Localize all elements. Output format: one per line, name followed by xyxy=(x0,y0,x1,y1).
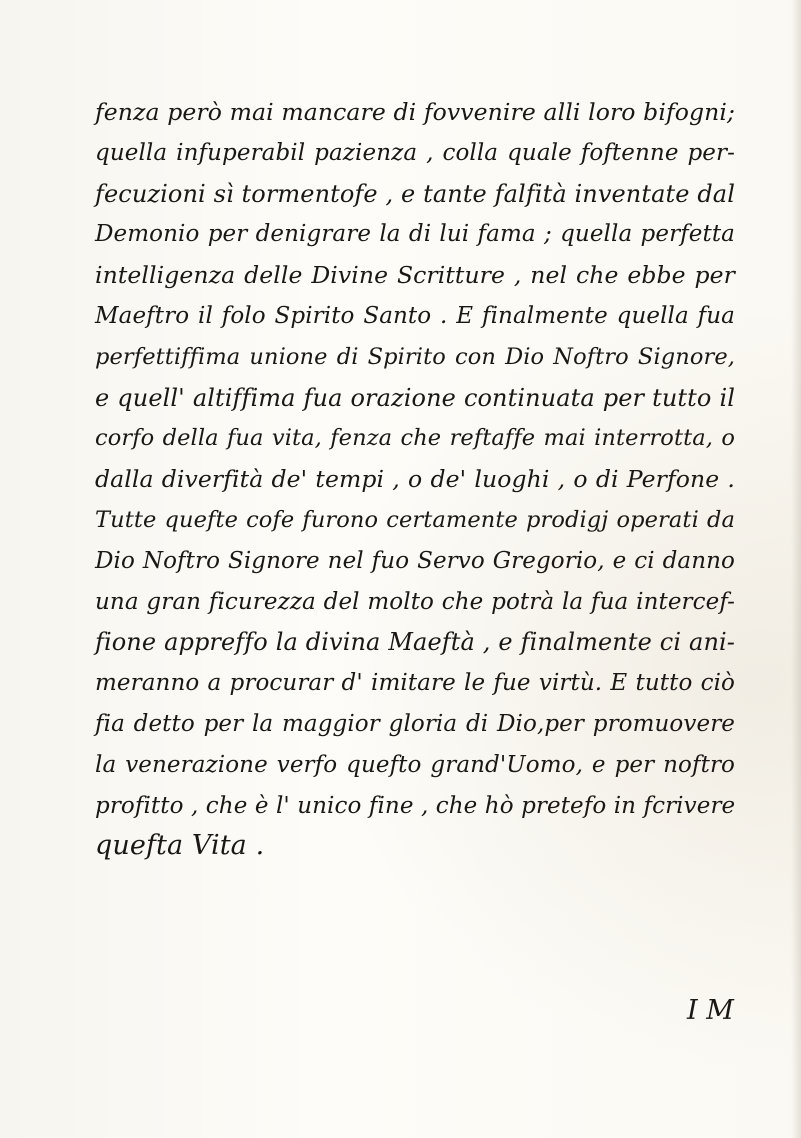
text-line: Tutte quefte cofe furono certamente prodigj operati da xyxy=(95,506,735,533)
text-line: fione appreffo la divina Maeftà , e finalmente ci ani- xyxy=(95,628,735,657)
body-text xyxy=(95,92,735,867)
text-line: fia detto per la maggior gloria di Dio,per promuovere xyxy=(95,710,735,737)
text-line: corfo della fua vita, fenza che reftaffe mai interrotta, o xyxy=(95,425,735,452)
text-line: fenza però mai mancare di fovvenire alli loro bifogni; xyxy=(95,98,735,126)
text-line: profitto , che è l' unico fine , che hò pretefo in fcrivere xyxy=(95,792,736,819)
text-line: perfettiffima unione di Spirito con Dio Noftro Signore, xyxy=(95,343,735,370)
text-line: dalla diverfità de' tempi , o de' luoghi , o di Perfone . xyxy=(95,465,735,494)
text-line: una gran ficurezza del molto che potrà la fua intercef- xyxy=(95,588,735,615)
text-line: Maeftro il folo Spirito Santo . E finalmente quella fua xyxy=(95,302,735,329)
page-edge-shadow xyxy=(791,0,801,1138)
text-line: e quell' altiffima fua orazione continuata per tutto il xyxy=(95,383,735,412)
text-line: Demonio per denigrare la di lui fama ; quella perfetta xyxy=(95,221,735,248)
text-line: quella infuperabil pazienza , colla quale foftenne per- xyxy=(95,139,735,166)
text-line: Dio Noftro Signore nel fuo Servo Gregorio, e ci danno xyxy=(95,547,735,574)
catchword: I M xyxy=(687,995,734,1026)
text-line-last: quefta Vita . xyxy=(95,830,265,862)
text-line: meranno a procurar d' imitare le fue virtù. E tutto ciò xyxy=(95,670,735,697)
text-line: intelligenza delle Divine Scritture , nel che ebbe per xyxy=(95,261,735,290)
text-line: la venerazione verfo quefto grand'Uomo, e per noftro xyxy=(95,751,735,778)
text-line: fecuzioni sì tormentofe , e tante falfità inventate dal xyxy=(95,179,735,208)
